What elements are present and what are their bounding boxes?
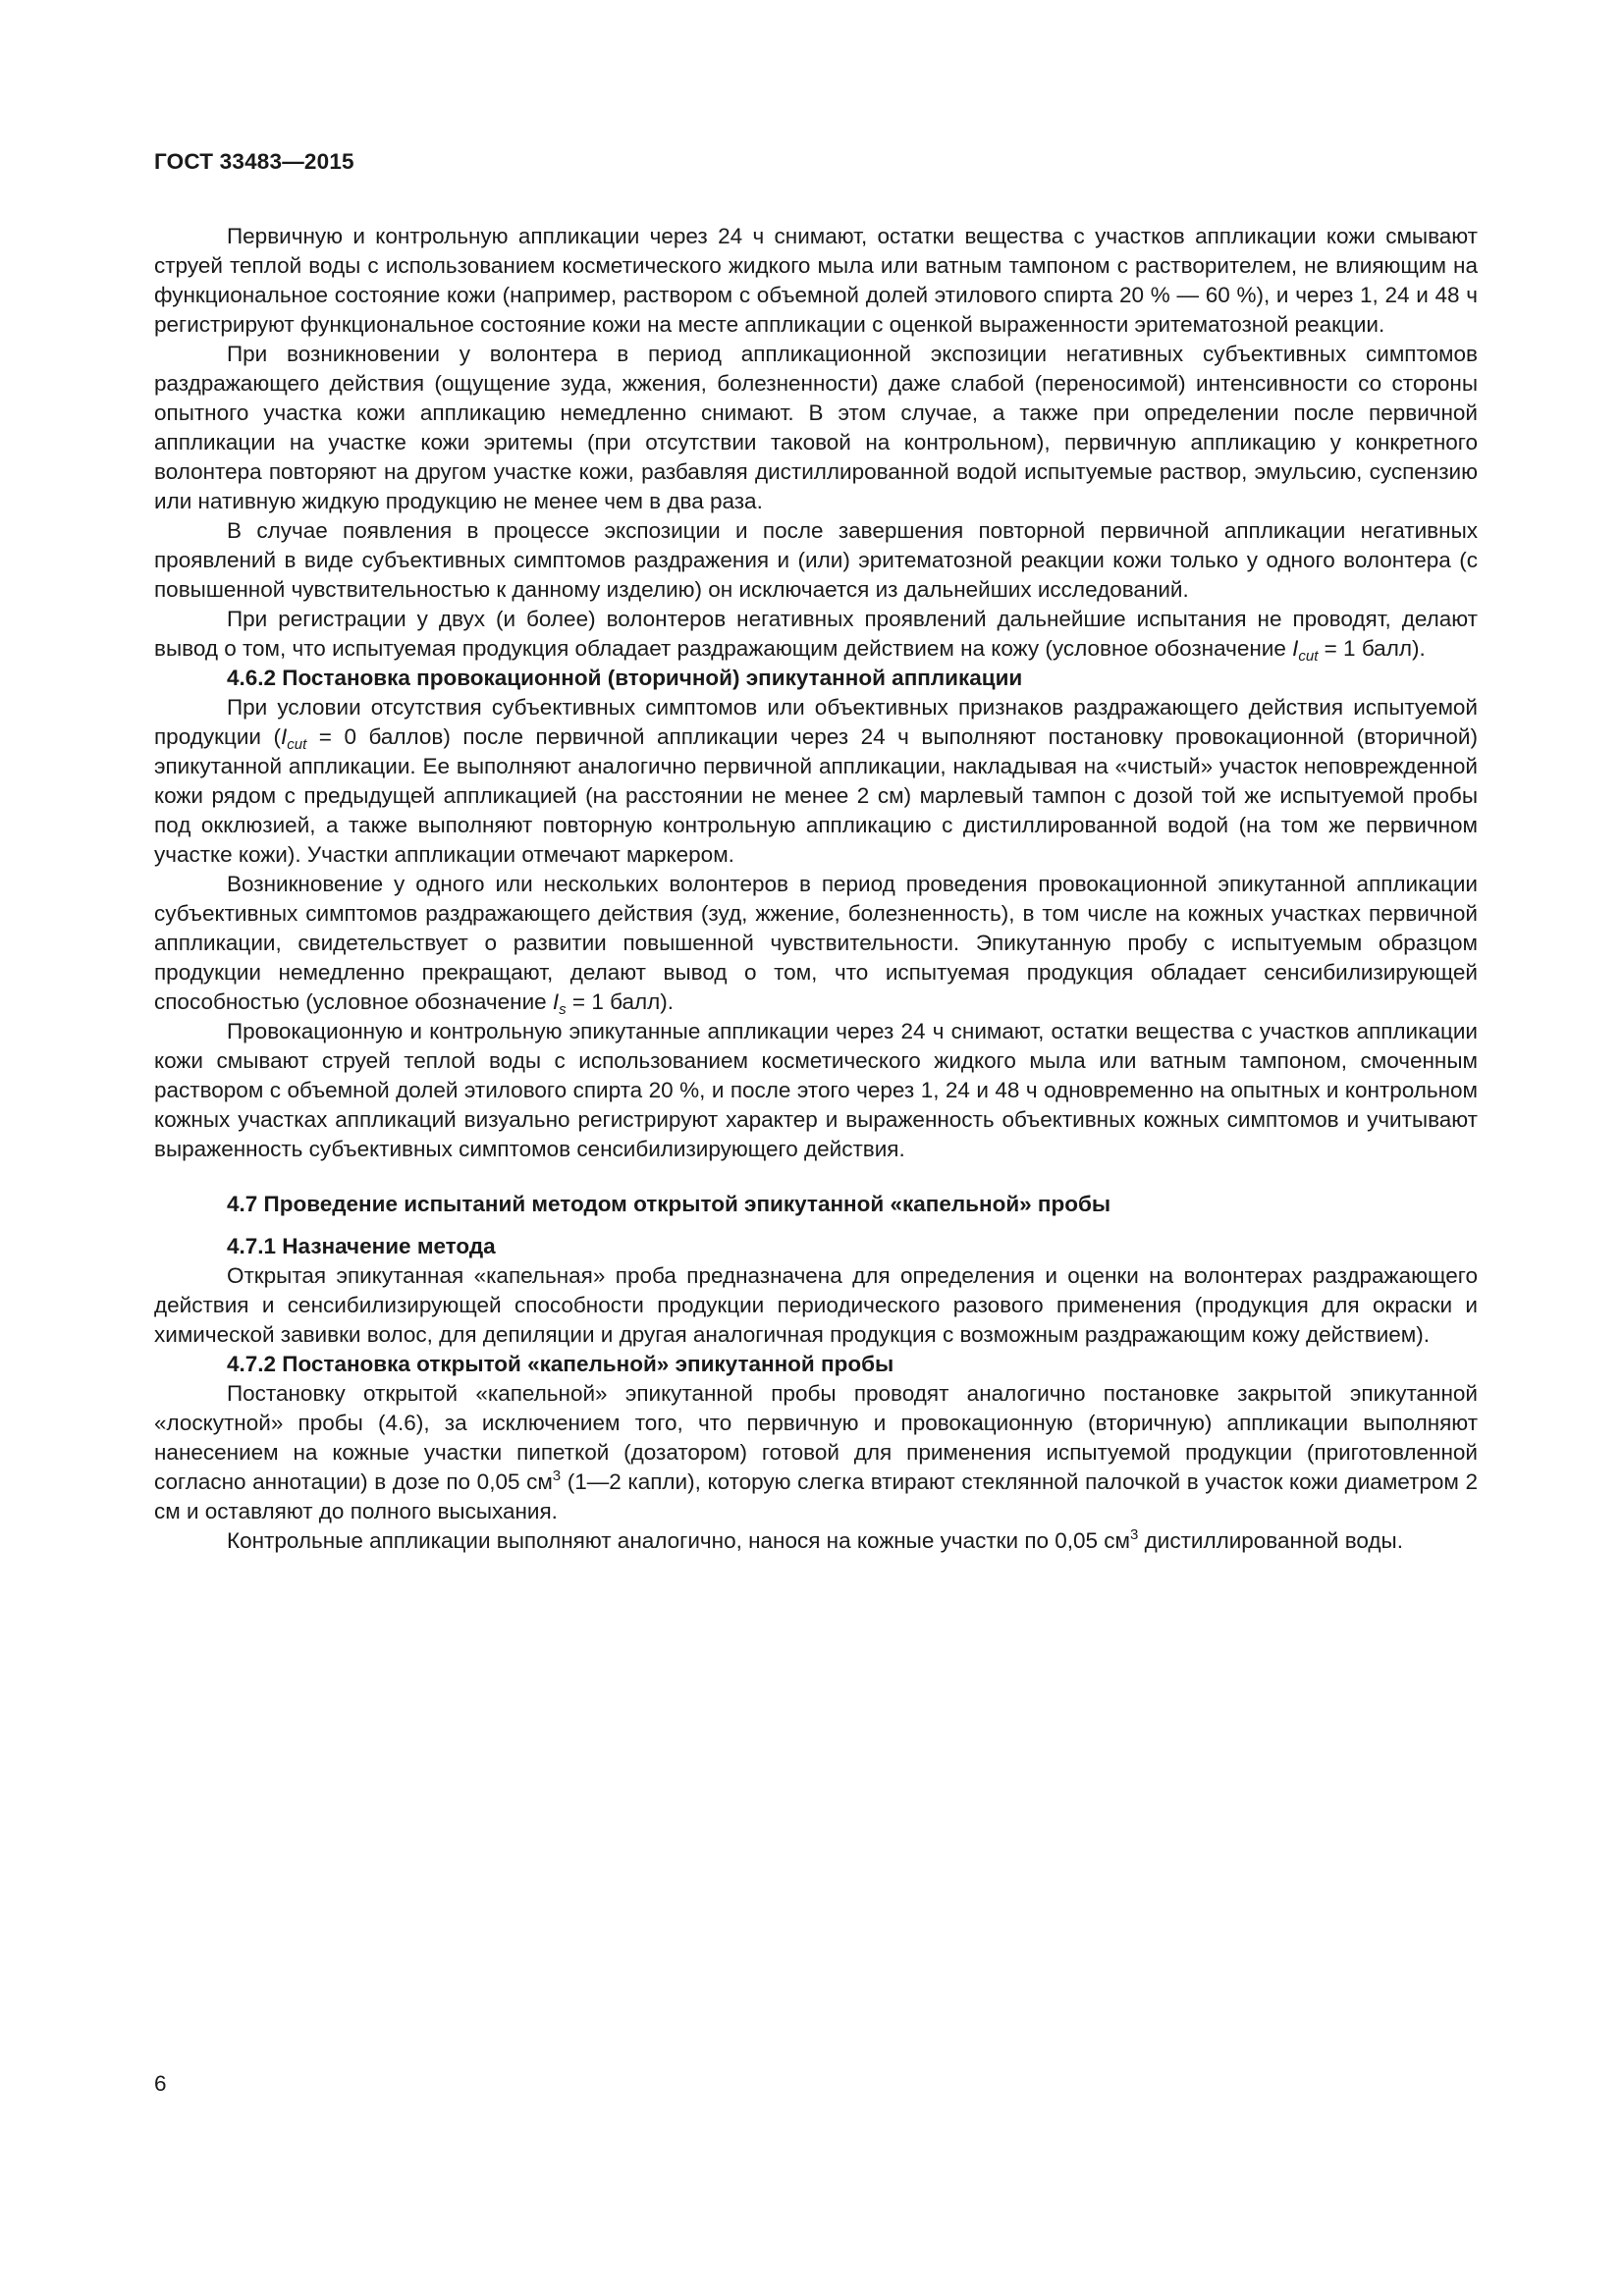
paragraph-control-applications: Контрольные аппликации выполняют аналогично, нанося на кожные участки по 0,05 $см^3$ дистиллированной воды.	[227, 1526, 1403, 1553]
section-heading-4-7-1: 4.7.1 Назначение метода	[227, 1234, 496, 1258]
paragraph-sensitivity: Возникновение у одного или нескольких волонтеров в период проведения провокационной эпикутанной аппликации субъективных симптомов раздражающего действия (зуд, жжение, болезненность), в том числе на кожных участках первичной аппликации, свидетельствует о развитии повышенной чувствительности. Эпикутанную пробу с испытуемым образцом продукции немедленно прекращают, делают вывод о том, что испытуемая продукция обладает сенсибилизирующей способностью (условное обозначение $I_s = 1$ балл).	[154, 872, 1478, 1018]
paragraph-provocation-removal: Провокационную и контрольную эпикутанные аппликации через 24 ч снимают, остатки вещества с участков аппликации кожи смывают струей теплой воды с использованием косметического жидкого мыла или ватным тампоном, смоченным раствором с объемной долей этилового спирта 20 %, и после этого через 1, 24 и 48 ч одновременно на опытных и контрольном кожных участках аппликаций визуально регистрируют характер и выраженность объективных кожных симптомов и учитывают выраженность субъективных симптомов сенсибилизирующего действия.	[154, 1019, 1478, 1161]
section-heading-4-7-2: 4.7.2 Постановка открытой «капельной» эпикутанной пробы	[227, 1352, 894, 1376]
section-heading-4-7: 4.7 Проведение испытаний методом открытой эпикутанной «капельной» пробы	[227, 1192, 1111, 1216]
irritation-index-symbol: I	[1292, 636, 1299, 661]
paragraph-two-volunteers: При регистрации у двух (и более) волонтеров негативных проявлений дальнейшие испытания не проводят, делают вывод о том, что испытуемая продукция обладает раздражающим действием на кожу (условное обозначение $I_{cut} = 1$ балл).	[154, 607, 1478, 665]
section-heading-4-6-2: 4.6.2 Постановка провокационной (вторичной) эпикутанной аппликации	[227, 666, 1023, 690]
sensitization-index-symbol: I	[552, 989, 560, 1014]
page-number: 6	[154, 2071, 167, 2096]
irritation-index-symbol: I	[280, 724, 288, 749]
document-body	[154, 222, 1478, 1556]
paragraph-primary-removal: Первичную и контрольную аппликации через 24 ч снимают, остатки вещества с участков аппликации кожи смывают струей теплой воды с использованием косметического жидкого мыла или ватным тампоном с растворителем, не влияющим на функциональное состояние кожи (например, раствором с объемной долей этилового спирта 20 % — 60 %), и через 1, 24 и 48 ч регистрируют функциональное состояние кожи на месте аппликации с оценкой выраженности эритематозной реакции.	[154, 224, 1478, 337]
paragraph-provocation: При условии отсутствия субъективных симптомов или объективных признаков раздражающего действия испытуемой продукции ($I_{cut} = 0$ баллов) после первичной аппликации через 24 ч выполняют постановку провокационной (вторичной) эпикутанной аппликации. Ее выполняют аналогично первичной аппликации, накладывая на «чистый» участок неповрежденной кожи рядом с предыдущей аппликацией (на расстоянии не менее 2 см) марлевый тампон с дозой той же испытуемой пробы под окклюзией, а также выполняют повторную контрольную аппликацию с дистиллированной водой (на том же первичном участке кожи). Участки аппликации отмечают маркером.	[154, 695, 1478, 867]
paragraph-exclusion: В случае появления в процессе экспозиции и после завершения повторной первичной аппликации негативных проявлений в виде субъективных симптомов раздражения и (или) эритематозной реакции кожи только у одного волонтера (с повышенной чувствительностью к данному изделию) он исключается из дальнейших исследований.	[154, 518, 1478, 602]
paragraph-negative-symptoms: При возникновении у волонтера в период аппликационной экспозиции негативных субъективных симптомов раздражающего действия (ощущение зуда, жжения, болезненности) даже слабой (переносимой) интенсивности со стороны опытного участка кожи аппликацию немедленно снимают. В этом случае, а также при определении после первичной аппликации на участке кожи эритемы (при отсутствии таковой на контрольном), первичную аппликацию у конкретного волонтера повторяют на другом участке кожи, разбавляя дистиллированной водой испытуемые раствор, эмульсию, суспензию или нативную жидкую продукцию не менее чем в два раза.	[154, 342, 1478, 513]
paragraph-drop-test: Постановку открытой «капельной» эпикутанной пробы проводят аналогично постановке закрытой эпикутанной «лоскутной» пробы (4.6), за исключением того, что первичную и провокационную (вторичную) аппликации выполняют нанесением на кожные участки пипеткой (дозатором) готовой для применения испытуемой продукции (приготовленной согласно аннотации) в дозе по 0,05 $см^3$ (1—2 капли), которую слегка втирают стеклянной палочкой в участок кожи диаметром 2 см и оставляют до полного высыхания.	[154, 1381, 1478, 1523]
paragraph-method-purpose: Открытая эпикутанная «капельная» проба предназначена для определения и оценки на волонтерах раздражающего действия и сенсибилизирующей способности продукции периодического разового применения (продукция для окраски и химической завивки волос, для депиляции и другая аналогичная продукция с возможным раздражающим кожу действием).	[154, 1263, 1478, 1347]
document-header: ГОСТ 33483—2015	[154, 149, 354, 174]
